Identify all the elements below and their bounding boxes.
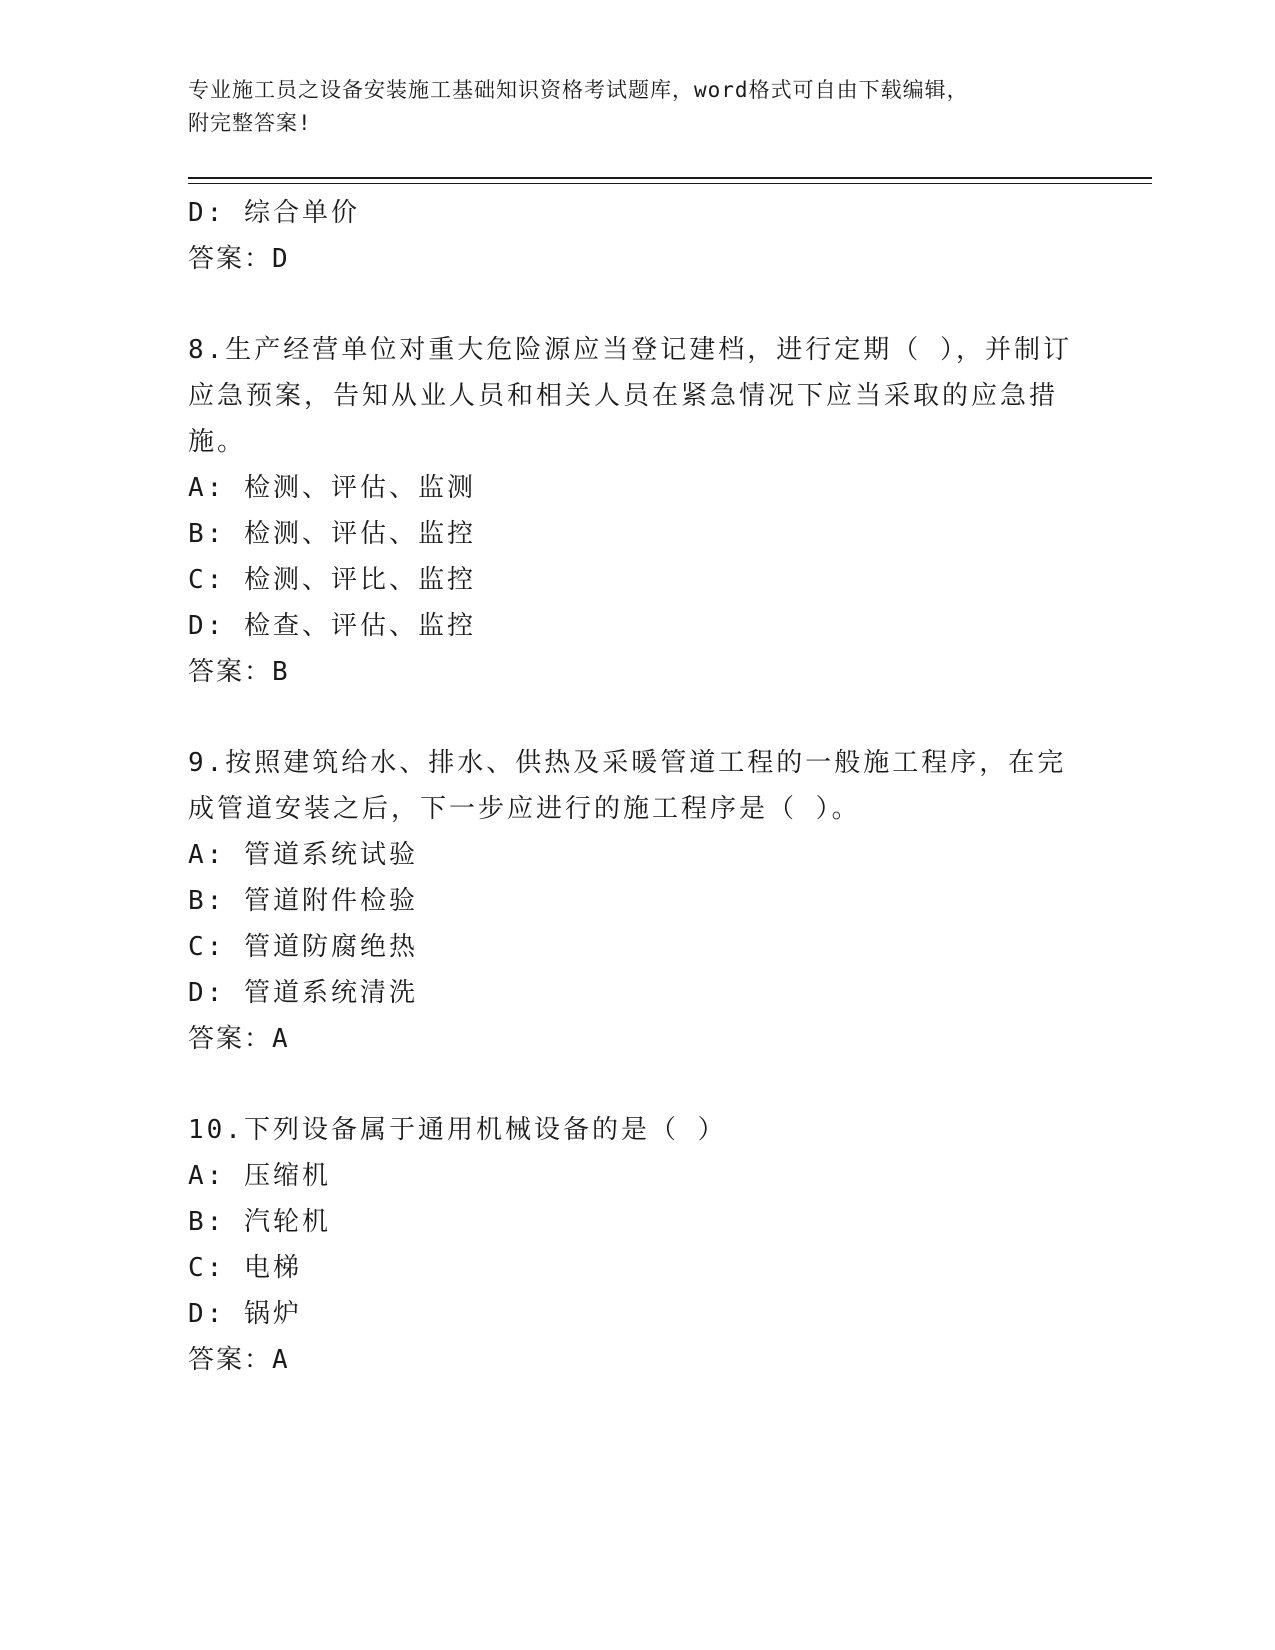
question-8-option-c: C: 检测、评比、监控 <box>188 565 476 595</box>
question-9-answer: 答案：A <box>188 1024 290 1054</box>
question-10 <box>188 1107 1088 1383</box>
question-10-text-line-1: 10.下列设备属于通用机械设备的是（ ） <box>188 1115 727 1145</box>
question-8-text-line-2: 应急预案，告知从业人员和相关人员在紧急情况下应当采取的应急措 <box>188 381 1059 411</box>
question-9-option-d: D: 管道系统清洗 <box>188 978 418 1008</box>
question-10-option-c: C: 电梯 <box>188 1253 302 1283</box>
header-divider-thick <box>188 177 1152 179</box>
answer-prev: 答案：D <box>188 244 290 274</box>
question-list <box>188 190 1088 1383</box>
question-10-option-a: A: 压缩机 <box>188 1161 331 1191</box>
header-divider-thin <box>188 183 1152 184</box>
question-9-text-line-2: 成管道安装之后，下一步应进行的施工程序是（ ）。 <box>188 794 861 824</box>
question-9-option-a: A: 管道系统试验 <box>188 840 418 870</box>
question-8-option-b: B: 检测、评估、监控 <box>188 519 476 549</box>
question-8 <box>188 327 1088 695</box>
question-9 <box>188 740 1088 1062</box>
question-9-text-line-1: 9.按照建筑给水、排水、供热及采暖管道工程的一般施工程序，在完 <box>188 748 1067 778</box>
option-d-prev: D: 综合单价 <box>188 198 360 228</box>
question-9-option-b: B: 管道附件检验 <box>188 886 418 916</box>
question-10-option-b: B: 汽轮机 <box>188 1207 331 1237</box>
spacer <box>188 1062 1088 1107</box>
header-line-1: 专业施工员之设备安装施工基础知识资格考试题库，word格式可自由下载编辑， <box>188 78 969 102</box>
question-8-text-line-1: 8.生产经营单位对重大危险源应当登记建档，进行定期（ ），并制订 <box>188 335 1072 365</box>
document-header <box>188 74 1088 140</box>
question-8-answer: 答案：B <box>188 657 290 687</box>
question-9-option-c: C: 管道防腐绝热 <box>188 932 418 962</box>
question-8-option-d: D: 检查、评估、监控 <box>188 611 476 641</box>
question-8-option-a: A: 检测、评估、监测 <box>188 473 476 503</box>
spacer <box>188 282 1088 327</box>
spacer <box>188 695 1088 740</box>
question-10-answer: 答案：A <box>188 1345 290 1375</box>
question-8-text-line-3: 施。 <box>188 427 247 457</box>
header-line-2: 附完整答案! <box>188 111 312 135</box>
question-10-option-d: D: 锅炉 <box>188 1299 302 1329</box>
